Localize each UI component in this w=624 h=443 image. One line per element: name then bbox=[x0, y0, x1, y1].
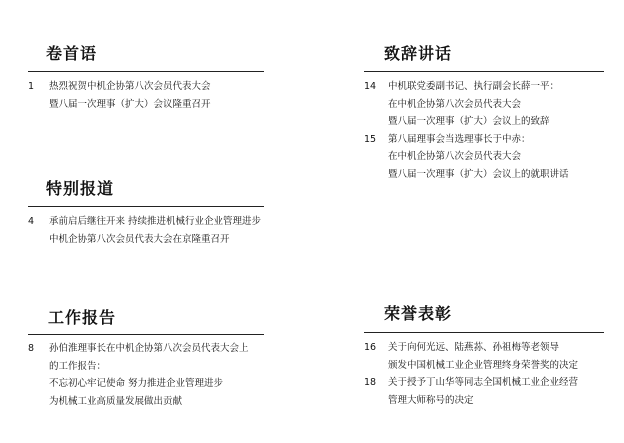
page-number: 4 bbox=[28, 216, 35, 227]
toc-entry[interactable] bbox=[364, 339, 604, 374]
toc-entry[interactable] bbox=[28, 213, 264, 248]
toc-entry[interactable] bbox=[28, 78, 264, 113]
entry-line: 热烈祝贺中机企协第八次会员代表大会 bbox=[49, 81, 211, 92]
section-title: 卷首语 bbox=[46, 44, 98, 63]
section-preface bbox=[28, 44, 264, 113]
entry-line: 颁发中国机械工业企业管理终身荣誉奖的决定 bbox=[388, 359, 579, 371]
section-title: 致辞讲话 bbox=[384, 44, 453, 63]
section-title: 工作报告 bbox=[48, 308, 117, 327]
section-rule bbox=[28, 334, 264, 335]
entry-line: 的工作报告： bbox=[49, 360, 107, 372]
section-rule bbox=[364, 332, 604, 333]
page-number: 15 bbox=[364, 133, 377, 145]
entry-line: 暨八届一次理事（扩大）会议上的致辞 bbox=[388, 116, 550, 127]
page-number: 16 bbox=[364, 342, 377, 353]
section-work-report bbox=[28, 308, 264, 410]
entry-line: 为机械工业高质量发展做出贡献 bbox=[49, 395, 183, 407]
entry-line: 关于授予丁山华等同志全国机械工业企业经营 bbox=[388, 377, 579, 388]
section-title: 特别报道 bbox=[46, 179, 115, 198]
page-number: 8 bbox=[28, 343, 35, 354]
section-honors bbox=[364, 304, 604, 409]
section-rule bbox=[28, 71, 264, 72]
entry-line: 中机企协第八次会员代表大会在京隆重召开 bbox=[49, 233, 230, 245]
page-number: 18 bbox=[364, 377, 377, 388]
section-special-report bbox=[28, 179, 264, 248]
entry-line: 承前启后继往开来 持续推进机械行业企业管理进步 bbox=[49, 216, 262, 227]
entry-line: 中机联党委副书记、执行副会长薛一平： bbox=[388, 81, 560, 92]
entry-line: 在中机企协第八次会员代表大会 bbox=[388, 98, 522, 110]
page-number: 14 bbox=[364, 81, 377, 92]
section-rule bbox=[364, 71, 604, 72]
section-speeches bbox=[364, 44, 604, 183]
toc-entry[interactable] bbox=[28, 340, 264, 410]
entry-line: 暨八届一次理事（扩大）会议上的就职讲话 bbox=[388, 168, 569, 180]
entry-line: 不忘初心牢记使命 努力推进企业管理进步 bbox=[49, 378, 224, 389]
page-number: 1 bbox=[28, 81, 35, 92]
entry-line: 孙伯淮理事长在中机企协第八次会员代表大会上 bbox=[49, 343, 249, 354]
entry-line: 第八届理事会当选理事长于中赤： bbox=[388, 133, 531, 145]
section-title: 荣誉表彰 bbox=[384, 304, 453, 323]
toc-entry[interactable] bbox=[364, 78, 604, 131]
entry-line: 管理大师称号的决定 bbox=[388, 394, 474, 406]
section-rule bbox=[28, 206, 264, 207]
entry-line: 在中机企协第八次会员代表大会 bbox=[388, 151, 522, 162]
toc-entry[interactable] bbox=[364, 131, 604, 184]
toc-entry[interactable] bbox=[364, 374, 604, 409]
entry-line: 暨八届一次理事（扩大）会议隆重召开 bbox=[49, 98, 211, 110]
entry-line: 关于向何光远、陆燕荪、孙祖梅等老领导 bbox=[388, 342, 560, 353]
